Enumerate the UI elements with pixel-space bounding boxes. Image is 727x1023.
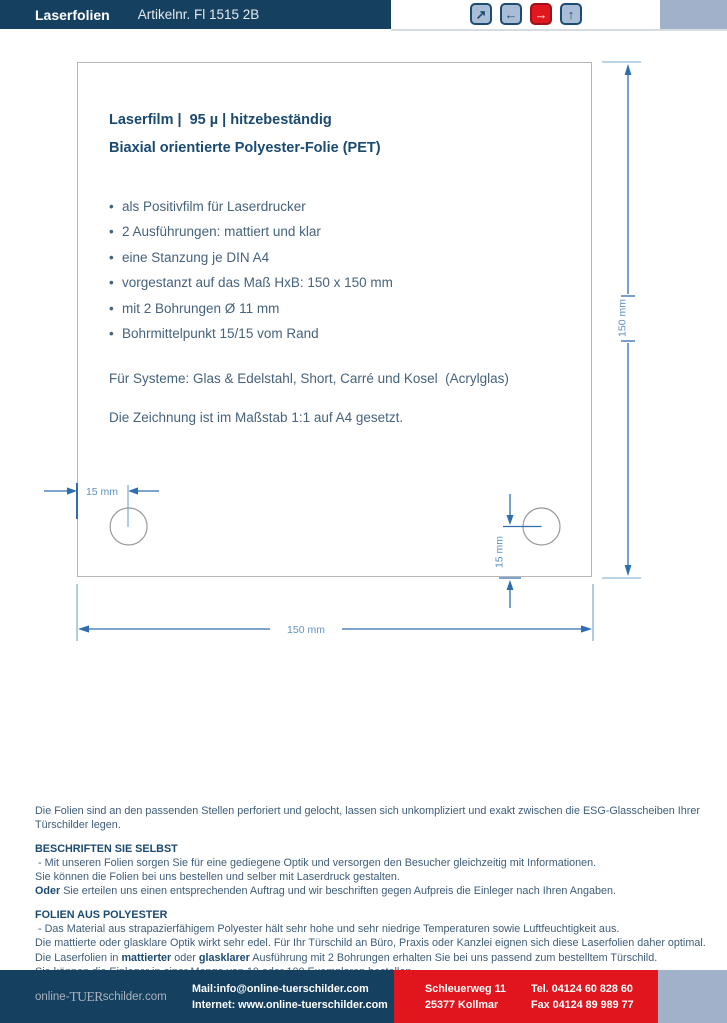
arrow-up-right-icon: ↗ — [475, 6, 487, 22]
list-item-text: als Positivfilm für Laserdrucker — [122, 199, 306, 214]
nav-forward-button[interactable] — [530, 3, 552, 25]
footer-contact-links — [192, 970, 388, 1023]
bullet-icon: • — [109, 300, 114, 316]
list-item-text: eine Stanzung je DIN A4 — [122, 249, 270, 265]
scale-line: Die Zeichnung ist im Maßstab 1:1 auf A4 gesetzt. — [109, 410, 404, 425]
list-item-text: vorgestanzt auf das Maß HxB: 150 x 150 mm — [122, 275, 393, 291]
fax-line: Fax 04124 89 989 77 — [531, 998, 634, 1011]
product-heading-line1: Laserfilm | 95 µ | hitzebeständig — [109, 112, 332, 128]
bold-word: mattierter — [121, 951, 172, 964]
footer-bar — [0, 970, 727, 1023]
list-item-text: mit 2 Bohrungen Ø 11 mm — [122, 300, 280, 316]
text-line: Ausführung mit 2 Bohrungen erhalten Sie bei uns passend zum bestelltem Türschild. — [249, 951, 658, 964]
description-paragraph-1 — [35, 804, 700, 833]
description-paragraph-2 — [35, 842, 700, 899]
list-item — [109, 194, 393, 219]
city-line: 25377 Kollmar — [425, 998, 499, 1011]
list-item — [109, 270, 393, 295]
feature-list — [109, 194, 393, 346]
text-line: - Mit unseren Folien sorgen Sie für eine gediegene Optik und versorgen den Besucher gleichzeitig mit Informationen. — [35, 856, 597, 869]
logo-text: schilder.com — [102, 990, 167, 1003]
film-drawing — [77, 62, 592, 577]
footer-phone — [531, 970, 634, 1023]
text-line: Türschilder legen. — [35, 819, 121, 832]
bullet-icon: • — [109, 275, 114, 291]
dim-label-height: 150 mm — [616, 299, 629, 337]
list-item — [109, 219, 393, 244]
logo-text-serif: TUER — [69, 988, 103, 1004]
footer-address — [425, 970, 506, 1023]
header-bar — [0, 0, 391, 29]
bullet-icon: • — [109, 326, 114, 342]
nav-back-button[interactable] — [500, 3, 522, 25]
mail-link[interactable]: Mail:info@online-tuerschilder.com — [192, 982, 369, 995]
site-logo — [35, 970, 167, 1023]
text-line: Sie erteilen uns einen entsprechenden Auftrag und wir beschriften gegen Aufpreis die Einleger nach Ihren Angaben. — [60, 885, 617, 898]
arrow-right-icon: → — [534, 6, 548, 22]
page-title: Laserfolien — [35, 6, 110, 23]
arrow-up-icon: ↑ — [567, 6, 575, 22]
nav-open-button[interactable] — [470, 3, 492, 25]
list-item — [109, 296, 393, 321]
description-block — [35, 804, 706, 988]
logo-text: online- — [35, 990, 70, 1003]
text-line: - Das Material aus strapazierfähigem Polyester hält sehr hohe und sehr niedrige Temperaturen sowie Luftfeuchtigkeit aus. — [35, 923, 620, 936]
dim-label-left-hole: 15 mm — [85, 486, 119, 498]
description-paragraph-3 — [35, 908, 706, 979]
list-item — [109, 245, 393, 270]
dim-label-right-hole: 15 mm — [493, 535, 506, 569]
bullet-icon: • — [109, 249, 114, 265]
product-heading-line2: Biaxial orientierte Polyester-Folie (PET) — [109, 140, 381, 156]
arrow-left-icon: ← — [504, 6, 518, 22]
bold-lead: Oder — [35, 885, 61, 898]
text-line: Die mattierte oder glasklare Optik wirkt sehr edel. Für Ihr Türschild an Büro, Praxis oder Kanzlei eignen sich diese Laserfolien daher optimal. — [35, 937, 706, 950]
list-item-text: 2 Ausführungen: mattiert und klar — [122, 224, 321, 240]
systems-line: Für Systeme: Glas & Edelstahl, Short, Carré und Kosel (Acrylglas) — [109, 371, 509, 386]
bold-lead: FOLIEN AUS POLYESTER — [35, 908, 168, 921]
website-link[interactable]: Internet: www.online-tuerschilder.com — [192, 998, 388, 1011]
bullet-icon: • — [109, 224, 114, 240]
list-item-text: Bohrmittelpunkt 15/15 vom Rand — [122, 326, 319, 342]
bold-word: glasklarer — [198, 951, 250, 964]
street-line: Schleuerweg 11 — [425, 982, 507, 995]
text-line: Die Folien sind an den passenden Stellen perforiert und gelocht, lassen sich unkompliziert und exakt zwischen die ESG-Glasscheiben Ihrer — [35, 805, 700, 817]
text-line: Sie können die Folien bei uns bestellen und selber mit Laserdruck gestalten. — [35, 871, 400, 884]
text-line: oder — [171, 951, 199, 964]
article-number: Artikelnr. Fl 1515 2B — [137, 7, 260, 22]
bullet-icon: • — [109, 199, 114, 214]
footer-corner-block — [658, 970, 727, 1023]
text-line: Die Laserfolien in — [35, 951, 122, 964]
dim-label-width: 150 mm — [287, 624, 325, 636]
header-corner-block — [660, 0, 727, 29]
tel-line: Tel. 04124 60 828 60 — [531, 982, 633, 995]
footer-navy-block — [0, 970, 394, 1023]
bold-lead: BESCHRIFTEN SIE SELBST — [35, 842, 178, 855]
list-item — [109, 321, 393, 346]
nav-up-button[interactable] — [560, 3, 582, 25]
